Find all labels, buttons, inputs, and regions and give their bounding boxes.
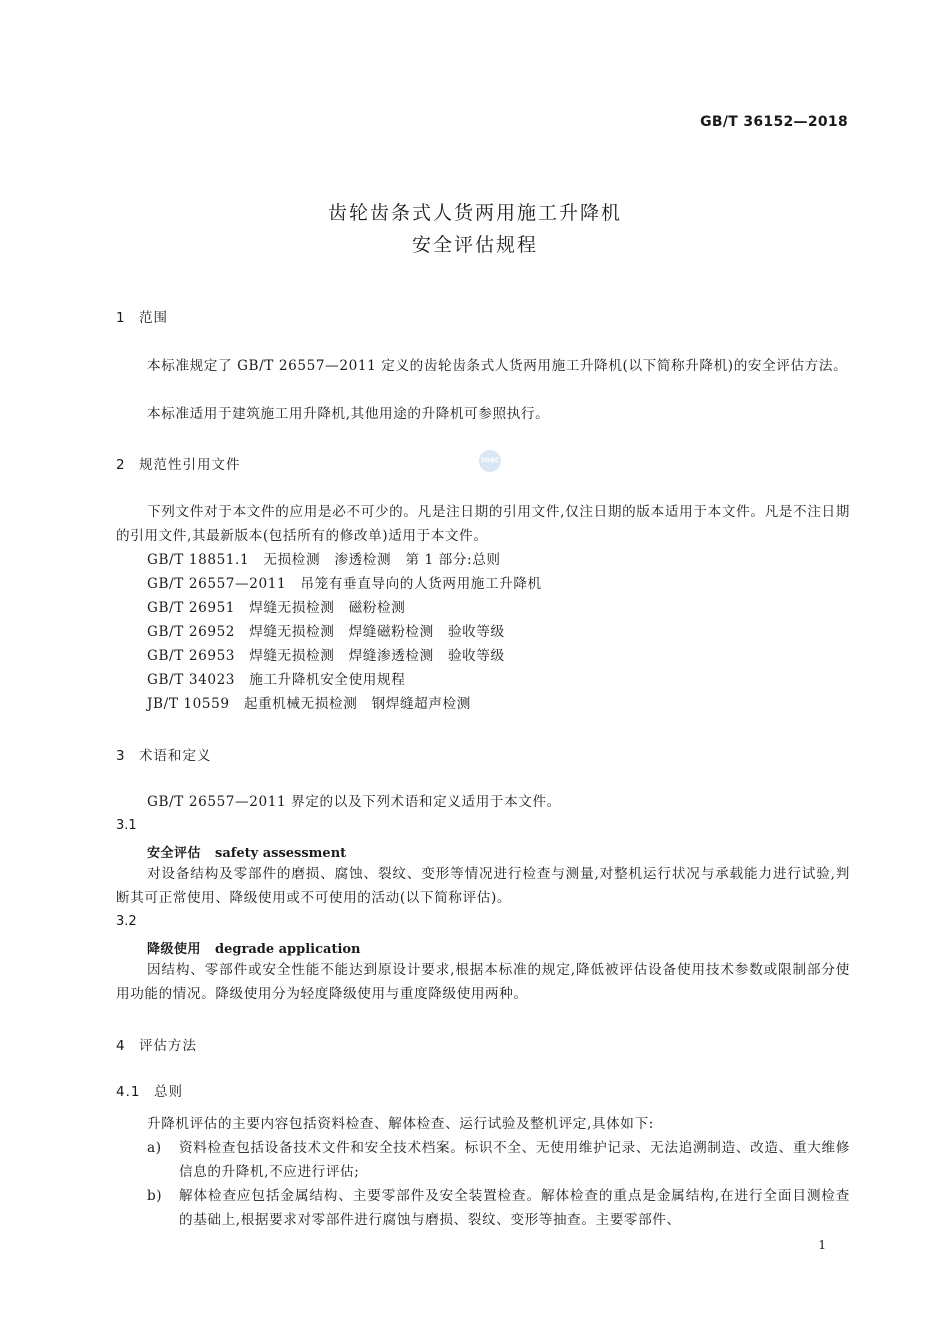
section-title: 术语和定义 — [139, 748, 212, 764]
section-4-heading — [116, 1034, 197, 1054]
section-1-paragraph-1: 本标准规定了 GB/T 26557—2011 定义的齿轮齿条式人货两用施工升降机(以下简称升降机)的安全评估方法。 — [147, 358, 848, 374]
watermark-logo: SDAC — [479, 450, 501, 472]
section-1-heading — [116, 306, 168, 326]
section-title: 评估方法 — [139, 1038, 197, 1054]
section-2-paragraph-1: 下列文件对于本文件的应用是必不可少的。凡是注日期的引用文件,仅注日期的版本适用于本文件。凡是不注日期的引用文件,其最新版本(包括所有的修改单)适用于本文件。 — [116, 504, 850, 544]
list-item-label: b) — [147, 1188, 163, 1204]
section-number: 4 — [116, 1038, 126, 1054]
section-1-paragraph-2: 本标准适用于建筑施工用升降机,其他用途的升降机可参照执行。 — [147, 406, 550, 422]
document-title-line2: 安全评估规程 — [411, 234, 538, 256]
section-title: 范围 — [139, 310, 168, 326]
term-definition: 对设备结构及零部件的磨损、腐蚀、裂纹、变形等情况进行检查与测量,对整机运行状况与承载能力进行试验,判断其可正常使用、降级使用或不可使用的活动(以下简称评估)。 — [116, 866, 850, 906]
reference-item: JB/T 10559 起重机械无损检测 钢焊缝超声检测 — [147, 696, 471, 712]
reference-item: GB/T 26557—2011 吊笼有垂直导向的人货两用施工升降机 — [147, 576, 542, 592]
section-title: 规范性引用文件 — [139, 457, 241, 473]
section-4-paragraph-1: 升降机评估的主要内容包括资料检查、解体检查、运行试验及整机评定,具体如下: — [147, 1116, 654, 1132]
reference-item: GB/T 26952 焊缝无损检测 焊缝磁粉检测 验收等级 — [147, 624, 505, 640]
term-heading — [147, 842, 346, 861]
list-item — [147, 1184, 850, 1232]
reference-item: GB/T 34023 施工升降机安全使用规程 — [147, 672, 406, 688]
term-number: 3.1 — [116, 818, 137, 833]
section-3-heading — [116, 744, 212, 764]
subsection-title: 总则 — [154, 1084, 183, 1100]
section-2-heading — [116, 453, 241, 473]
term-chinese: 降级使用 — [147, 942, 202, 957]
term-heading — [147, 938, 361, 957]
document-title-line1: 齿轮齿条式人货两用施工升降机 — [327, 202, 622, 224]
term-number: 3.2 — [116, 914, 137, 929]
subsection-4-1-heading — [116, 1080, 183, 1100]
reference-item: GB/T 26951 焊缝无损检测 磁粉检测 — [147, 600, 406, 616]
reference-item: GB/T 18851.1 无损检测 渗透检测 第 1 部分:总则 — [147, 552, 501, 568]
term-chinese: 安全评估 — [147, 846, 202, 861]
standard-number: GB/T 36152—2018 — [700, 114, 848, 130]
list-item-label: a) — [147, 1140, 162, 1156]
section-number: 3 — [116, 748, 126, 764]
list-item-text: 解体检查应包括金属结构、主要零部件及安全装置检查。解体检查的重点是金属结构,在进行全面目测检查的基础上,根据要求对零部件进行腐蚀与磨损、裂纹、变形等抽查。主要零部件、 — [179, 1188, 850, 1228]
term-definition: 因结构、零部件或安全性能不能达到原设计要求,根据本标准的规定,降低被评估设备使用技术参数或限制部分使用功能的情况。降级使用分为轻度降级使用与重度降级使用两种。 — [116, 962, 850, 1002]
list-item-text: 资料检查包括设备技术文件和安全技术档案。标识不全、无使用维护记录、无法追溯制造、改造、重大维修信息的升降机,不应进行评估; — [179, 1140, 850, 1180]
subsection-number: 4.1 — [116, 1084, 141, 1100]
term-english: degrade application — [215, 942, 361, 957]
section-number: 2 — [116, 457, 126, 473]
page-number: 1 — [818, 1238, 826, 1252]
term-english: safety assessment — [215, 846, 347, 861]
section-number: 1 — [116, 310, 126, 326]
reference-item: GB/T 26953 焊缝无损检测 焊缝渗透检测 验收等级 — [147, 648, 505, 664]
section-3-paragraph-1: GB/T 26557—2011 界定的以及下列术语和定义适用于本文件。 — [147, 794, 561, 810]
list-item — [147, 1136, 850, 1184]
